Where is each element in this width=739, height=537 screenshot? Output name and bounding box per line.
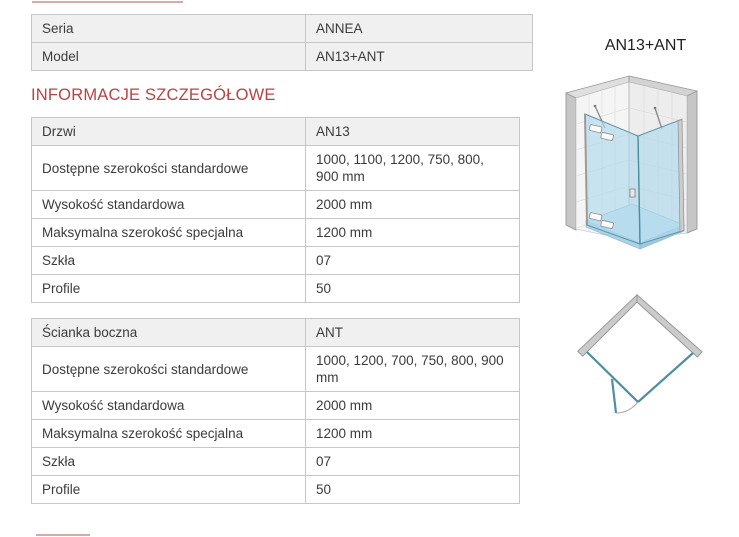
- row-value: 07: [306, 247, 520, 275]
- summary-label-seria: Seria: [32, 15, 306, 43]
- row-label: Szkła: [32, 448, 306, 476]
- row-value: 1000, 1100, 1200, 750, 800, 900 mm: [306, 146, 520, 191]
- door-table-model: AN13: [306, 118, 520, 146]
- table-row: [32, 448, 520, 476]
- row-label: Szkła: [32, 247, 306, 275]
- top-red-rule: [32, 1, 183, 3]
- row-label: Profile: [32, 476, 306, 504]
- table-row: [32, 15, 533, 43]
- row-label: Maksymalna szerokość specjalna: [32, 420, 306, 448]
- table-row: [32, 43, 533, 71]
- shower-enclosure-top-view-drawing: [565, 292, 739, 442]
- bottom-red-rule: [36, 534, 90, 536]
- summary-label-model: Model: [32, 43, 306, 71]
- row-value: 2000 mm: [306, 191, 520, 219]
- row-value: 1200 mm: [306, 219, 520, 247]
- table-row: [32, 347, 520, 392]
- top-view-side-panel: [638, 353, 693, 402]
- side-table-title: Ścianka boczna: [32, 319, 306, 347]
- top-view-door-closed: [587, 352, 638, 402]
- table-header-row: [32, 319, 520, 347]
- summary-table: [31, 14, 533, 71]
- row-label: Wysokość standardowa: [32, 191, 306, 219]
- row-label: Wysokość standardowa: [32, 392, 306, 420]
- table-row: [32, 420, 520, 448]
- section-heading: INFORMACJE SZCZEGÓŁOWE: [31, 86, 276, 104]
- table-header-row: [32, 118, 520, 146]
- table-row: [32, 247, 520, 275]
- row-value: 50: [306, 476, 520, 504]
- table-row: [32, 219, 520, 247]
- table-row: [32, 392, 520, 420]
- row-label: Dostępne szerokości standardowe: [32, 347, 306, 392]
- row-value: 1000, 1200, 700, 750, 800, 900 mm: [306, 347, 520, 392]
- table-row: [32, 146, 520, 191]
- shower-enclosure-3d-drawing: [552, 74, 739, 264]
- summary-value-model: AN13+ANT: [306, 43, 533, 71]
- row-label: Dostępne szerokości standardowe: [32, 146, 306, 191]
- side-table-model: ANT: [306, 319, 520, 347]
- glass-side-panel: [638, 120, 682, 244]
- table-row: [32, 476, 520, 504]
- row-value: 1200 mm: [306, 420, 520, 448]
- side-panel-spec-table: [31, 318, 520, 504]
- row-label: Maksymalna szerokość specjalna: [32, 219, 306, 247]
- table-row: [32, 275, 520, 303]
- door-swing-arc: [616, 402, 638, 413]
- door-table-title: Drzwi: [32, 118, 306, 146]
- diagram-model-label: AN13+ANT: [604, 37, 687, 54]
- door-handle: [630, 189, 635, 197]
- top-view-door-open: [612, 379, 616, 413]
- row-value: 2000 mm: [306, 392, 520, 420]
- summary-value-seria: ANNEA: [306, 15, 533, 43]
- row-value: 07: [306, 448, 520, 476]
- table-row: [32, 191, 520, 219]
- row-value: 50: [306, 275, 520, 303]
- row-label: Profile: [32, 275, 306, 303]
- door-spec-table: [31, 117, 520, 303]
